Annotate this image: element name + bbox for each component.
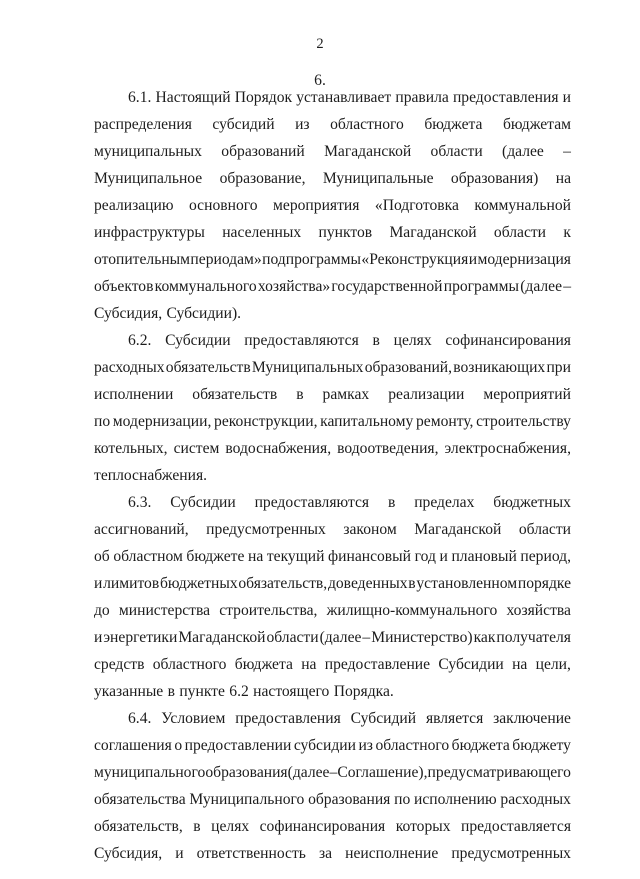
text-line: Муниципальное образование, Муниципальные образования) на xyxy=(94,170,571,187)
text-line: объектов коммунального хозяйства» государственной программы (далее – xyxy=(94,278,571,295)
text-line: указанные в пункте 6.2 настоящего Порядка. xyxy=(94,683,394,700)
text-line: и лимитов бюджетных обязательств, доведенных в установленном порядке xyxy=(94,575,571,592)
text-line: соглашения о предоставлении субсидии из областного бюджета бюджету xyxy=(94,737,571,754)
text-line: расходных обязательств Муниципальных образований, возникающих при xyxy=(94,359,571,376)
text-line: средств областного бюджета на предоставление Субсидии на цели, xyxy=(94,656,571,673)
text-line: муниципальных образований Магаданской области (далее – xyxy=(94,143,571,160)
text-line: об областном бюджете на текущий финансовый год и плановый период, xyxy=(94,548,571,565)
paragraph-1 xyxy=(94,84,571,327)
text-line: Субсидия, Субсидии). xyxy=(94,305,242,322)
text-line: реализацию основного мероприятия «Подготовка коммунальной xyxy=(94,197,571,214)
text-line: инфраструктуры населенных пунктов Магаданской области к xyxy=(94,224,571,241)
text-line: до министерства строительства, жилищно-коммунального хозяйства xyxy=(94,602,571,619)
text-line: отопительным периодам» подпрограммы «Реконструкция и модернизация xyxy=(94,251,571,268)
text-line: обязательств, в целях софинансирования которых предоставляется xyxy=(94,818,571,835)
text-line: и энергетики Магаданской области (далее – Министерство) как получателя xyxy=(94,629,571,646)
text-line: 6.2. Субсидии предоставляются в целях софинансирования xyxy=(128,332,571,349)
text-line: обязательства Муниципального образования по исполнению расходных xyxy=(94,791,571,808)
text-line: 6.4. Условием предоставления Субсидий является заключение xyxy=(128,710,571,727)
paragraph-3 xyxy=(94,489,571,705)
paragraph-4 xyxy=(94,705,571,867)
text-line: котельных, систем водоснабжения, водоотведения, электроснабжения, xyxy=(94,440,571,457)
text-line: 6.1. Настоящий Порядок устанавливает правила предоставления и xyxy=(128,89,571,106)
text-line: муниципального образования (далее – Соглашение), предусматривающего xyxy=(94,764,571,781)
text-line: исполнении обязательств в рамках реализации мероприятий xyxy=(94,386,571,403)
text-line: распределения субсидий из областного бюджета бюджетам xyxy=(94,116,571,133)
text-line: Субсидия, и ответственность за неисполнение предусмотренных xyxy=(94,845,571,862)
paragraph-2 xyxy=(94,327,571,489)
section-number: 6. xyxy=(314,72,326,89)
text-line: ассигнований, предусмотренных законом Магаданской области xyxy=(94,521,571,538)
text-line: 6.3. Субсидии предоставляются в пределах бюджетных xyxy=(128,494,571,511)
text-line: теплоснабжения. xyxy=(94,467,208,484)
text-line: по модернизации, реконструкции, капитальному ремонту, строительству xyxy=(94,413,571,430)
page-number: 2 xyxy=(316,36,324,52)
body-text xyxy=(94,84,571,867)
